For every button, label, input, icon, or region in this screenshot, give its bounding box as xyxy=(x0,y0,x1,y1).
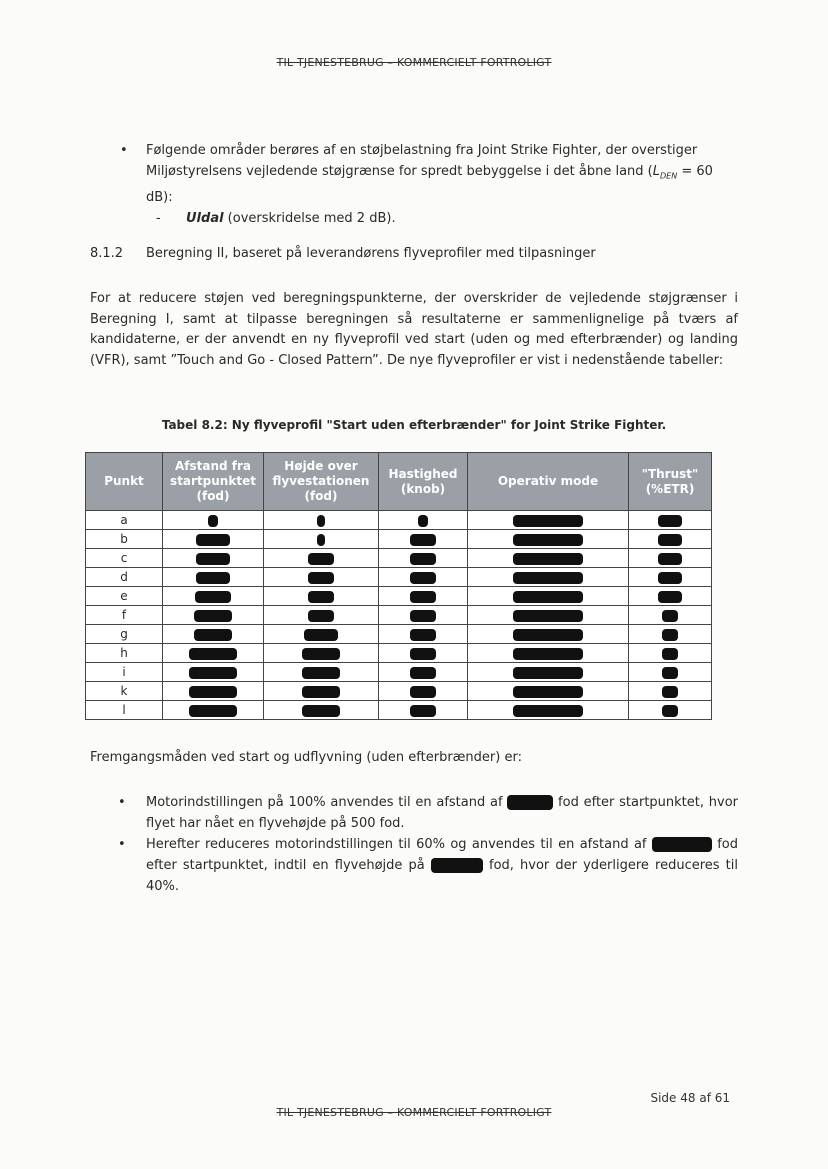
sub-item-uldal: - Uldal (overskridelse med 2 dB). xyxy=(120,208,740,229)
table-caption: Tabel 8.2: Ny flyveprofil "Start uden efterbrænder" for Joint Strike Fighter. xyxy=(161,418,667,432)
redacted-cell xyxy=(629,682,712,701)
redaction-block xyxy=(658,572,682,584)
procedure-list xyxy=(118,792,738,897)
redaction-block xyxy=(513,629,583,641)
redaction-block xyxy=(304,629,338,641)
redacted-cell xyxy=(629,606,712,625)
redacted-cell xyxy=(264,549,379,568)
bullet-icon: • xyxy=(120,143,128,158)
redaction-block xyxy=(410,667,436,679)
redaction-block xyxy=(195,591,231,603)
redacted-cell xyxy=(163,682,264,701)
redaction-block xyxy=(513,648,583,660)
redaction-block xyxy=(308,553,334,565)
redaction-block xyxy=(513,553,583,565)
redacted-cell xyxy=(629,663,712,682)
bullet-icon: • xyxy=(118,837,126,852)
row-label: c xyxy=(86,549,163,568)
redaction-block xyxy=(513,667,583,679)
col-header-punkt: Punkt xyxy=(86,453,163,511)
row-label: g xyxy=(86,625,163,644)
redacted-cell xyxy=(264,701,379,720)
redaction-block xyxy=(410,686,436,698)
redacted-cell xyxy=(629,568,712,587)
redaction-block xyxy=(662,610,678,622)
redaction-block xyxy=(302,686,340,698)
bullet-item: • Følgende områder berøres af en støjbelastning fra Joint Strike Fighter, der overstiger Miljøstyrelsens vejledende støjgrænse for spredt bebyggelse i det åbne land ($L_{DEN} = 60$ dB): xyxy=(120,140,740,208)
redacted-cell xyxy=(264,663,379,682)
page-header: TIL TJENESTEBRUG – KOMMERCIELT FORTROLIGT xyxy=(276,56,552,69)
row-label: l xyxy=(86,701,163,720)
bullet-icon: • xyxy=(118,795,126,810)
redaction-block xyxy=(308,572,334,584)
redaction-block xyxy=(410,610,436,622)
redaction-block xyxy=(308,591,334,603)
redaction-block xyxy=(194,629,232,641)
redacted-cell xyxy=(379,530,468,549)
redaction-block xyxy=(410,572,436,584)
redaction-block xyxy=(302,667,340,679)
redacted-cell xyxy=(379,549,468,568)
redaction-block xyxy=(196,534,230,546)
redacted-cell xyxy=(468,625,629,644)
redacted-cell xyxy=(629,530,712,549)
table-row xyxy=(86,682,712,701)
col-header-hastighed: Hastighed (knob) xyxy=(379,453,468,511)
redacted-cell xyxy=(379,644,468,663)
row-label: b xyxy=(86,530,163,549)
redacted-cell xyxy=(468,663,629,682)
redaction-block xyxy=(662,686,678,698)
page-footer: TIL TJENESTEBRUG – KOMMERCIELT FORTROLIGT xyxy=(276,1106,552,1119)
redaction-block xyxy=(194,610,232,622)
redacted-cell xyxy=(379,568,468,587)
redaction-block xyxy=(410,705,436,717)
row-label: f xyxy=(86,606,163,625)
redaction-block xyxy=(513,591,583,603)
table-row xyxy=(86,587,712,606)
redaction-block xyxy=(658,515,682,527)
redaction-block xyxy=(302,648,340,660)
row-label: a xyxy=(86,511,163,530)
redacted-cell xyxy=(629,625,712,644)
redacted-cell xyxy=(163,530,264,549)
redacted-cell xyxy=(264,530,379,549)
redaction-block xyxy=(652,837,712,852)
redacted-cell xyxy=(264,606,379,625)
redaction-block xyxy=(308,610,334,622)
page-number: Side 48 af 61 xyxy=(650,1091,730,1105)
section-heading: 8.1.2 Beregning II, baseret på leverandørens flyveprofiler med tilpasninger xyxy=(90,246,596,261)
table-row xyxy=(86,625,712,644)
row-label: i xyxy=(86,663,163,682)
procedure-item-2: • Herefter reduceres motorindstillingen til 60% og anvendes til en afstand af fod efter startpunktet, indtil en flyvehøjde på fod, hvor der yderligere reduceres til 40%. xyxy=(118,834,738,897)
redaction-block xyxy=(513,610,583,622)
redacted-cell xyxy=(379,625,468,644)
redaction-block xyxy=(196,553,230,565)
redacted-cell xyxy=(629,549,712,568)
redacted-cell xyxy=(629,701,712,720)
redaction-block xyxy=(431,858,483,873)
redacted-cell xyxy=(163,663,264,682)
redaction-block xyxy=(658,553,682,565)
row-label: k xyxy=(86,682,163,701)
table-row xyxy=(86,606,712,625)
redacted-cell xyxy=(468,568,629,587)
redacted-cell xyxy=(629,644,712,663)
redacted-cell xyxy=(264,644,379,663)
redacted-cell xyxy=(468,530,629,549)
redacted-cell xyxy=(379,663,468,682)
lden-symbol: $L_{DEN}$ xyxy=(652,164,678,181)
redacted-cell xyxy=(468,549,629,568)
col-header-operativ-mode: Operativ mode xyxy=(468,453,629,511)
affected-areas-bullet xyxy=(120,140,740,229)
row-label: e xyxy=(86,587,163,606)
redacted-cell xyxy=(468,606,629,625)
redacted-cell xyxy=(163,511,264,530)
redaction-block xyxy=(662,705,678,717)
redacted-cell xyxy=(379,682,468,701)
redaction-block xyxy=(317,534,325,546)
redaction-block xyxy=(189,648,237,660)
redacted-cell xyxy=(264,682,379,701)
redaction-block xyxy=(658,591,682,603)
redacted-cell xyxy=(379,701,468,720)
redaction-block xyxy=(662,667,678,679)
redaction-block xyxy=(513,534,583,546)
redacted-cell xyxy=(163,549,264,568)
dash-icon: - xyxy=(156,210,161,226)
redacted-cell xyxy=(264,568,379,587)
redaction-block xyxy=(513,705,583,717)
redaction-block xyxy=(658,534,682,546)
redaction-block xyxy=(410,648,436,660)
redacted-cell xyxy=(468,511,629,530)
redaction-block xyxy=(189,686,237,698)
redacted-cell xyxy=(163,644,264,663)
table-row xyxy=(86,530,712,549)
col-header-thrust: "Thrust" (%ETR) xyxy=(629,453,712,511)
col-header-hoejde: Højde over flyvestationen (fod) xyxy=(264,453,379,511)
procedure-intro: Fremgangsmåden ved start og udflyvning (uden efterbrænder) er: xyxy=(90,750,522,765)
redacted-cell xyxy=(163,587,264,606)
redacted-cell xyxy=(163,701,264,720)
redacted-cell xyxy=(379,606,468,625)
procedure-item-1: • Motorindstillingen på 100% anvendes til en afstand af fod efter startpunktet, hvor flyet har nået en flyvehøjde på 500 fod. xyxy=(118,792,738,834)
redaction-block xyxy=(189,705,237,717)
redaction-block xyxy=(662,648,678,660)
redacted-cell xyxy=(379,587,468,606)
redaction-block xyxy=(507,795,553,810)
redacted-cell xyxy=(468,682,629,701)
body-paragraph: For at reducere støjen ved beregningspunkterne, der overskrider de vejledende støjgrænser i Beregning I, samt at tilpasse beregningen så resultaterne er sammenlignelige på tværs af kandidaterne, er der anvendt en ny flyveprofil ved start (uden og med efterbrænder) og landing (VFR), samt ”Touch and Go - Closed Pattern”. De nye flyveprofiler er vist i nedenstående tabeller: xyxy=(90,291,738,368)
redacted-cell xyxy=(163,625,264,644)
redaction-block xyxy=(513,515,583,527)
redacted-cell xyxy=(163,568,264,587)
redaction-block xyxy=(513,572,583,584)
redaction-block xyxy=(410,534,436,546)
table-row xyxy=(86,568,712,587)
redacted-cell xyxy=(163,606,264,625)
redaction-block xyxy=(410,553,436,565)
redaction-block xyxy=(302,705,340,717)
redacted-cell xyxy=(629,511,712,530)
redaction-block xyxy=(418,515,428,527)
redaction-block xyxy=(196,572,230,584)
table-header-row xyxy=(86,453,712,511)
redaction-block xyxy=(410,629,436,641)
redaction-block xyxy=(189,667,237,679)
redaction-block xyxy=(317,515,325,527)
redacted-cell xyxy=(468,701,629,720)
row-label: d xyxy=(86,568,163,587)
table-row xyxy=(86,701,712,720)
redacted-cell xyxy=(379,511,468,530)
table-row xyxy=(86,644,712,663)
table-row xyxy=(86,663,712,682)
redaction-block xyxy=(513,686,583,698)
redaction-block xyxy=(208,515,218,527)
redaction-block xyxy=(410,591,436,603)
table-row xyxy=(86,549,712,568)
row-label: h xyxy=(86,644,163,663)
col-header-afstand: Afstand fra startpunktet (fod) xyxy=(163,453,264,511)
redacted-cell xyxy=(629,587,712,606)
redacted-cell xyxy=(264,625,379,644)
redacted-cell xyxy=(468,587,629,606)
table-row xyxy=(86,511,712,530)
redacted-cell xyxy=(264,587,379,606)
redaction-block xyxy=(662,629,678,641)
redacted-cell xyxy=(264,511,379,530)
redacted-cell xyxy=(468,644,629,663)
flight-profile-table xyxy=(85,452,712,720)
